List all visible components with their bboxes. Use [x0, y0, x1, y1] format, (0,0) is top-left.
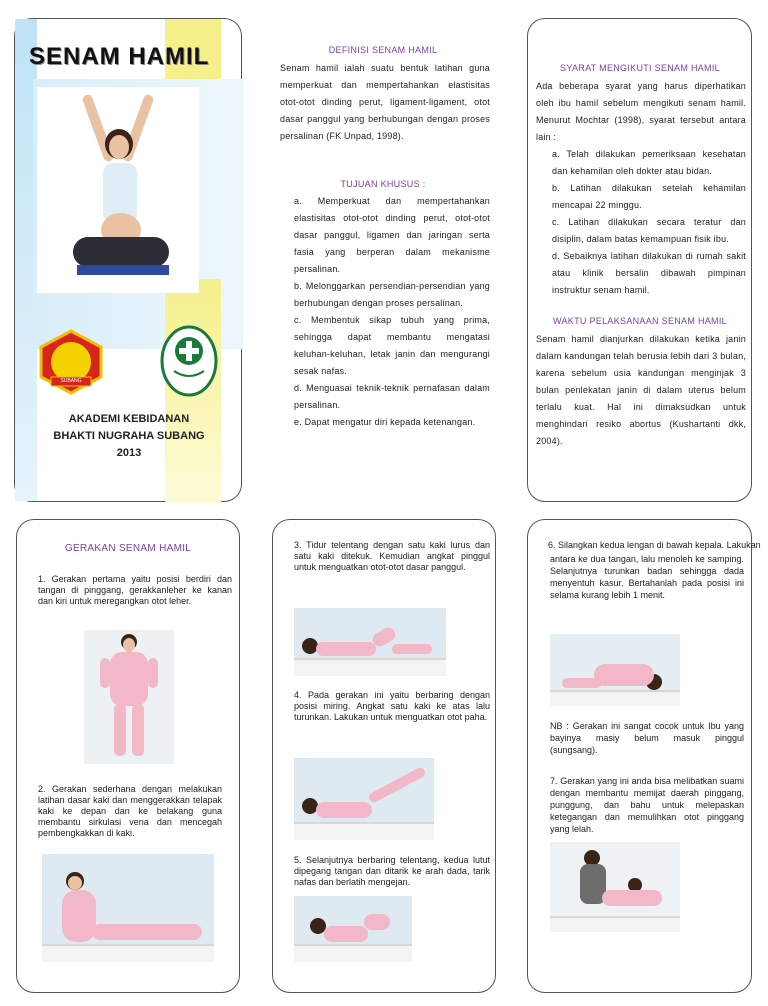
- step3-photo: [294, 608, 446, 674]
- step4-photo: [294, 758, 434, 838]
- gerakan-step6-overlap: 6. Silangkan kedua lengan di bawah kepala. Lakukan: [548, 540, 761, 550]
- gerakan-step1: 1. Gerakan pertama yaitu posisi berdiri dan tangan di pinggang, gerakkanleher ke kanan dan kiri untuk meregangkan otot leher.: [38, 574, 232, 606]
- step1-photo: [84, 630, 174, 764]
- syarat-item: b. Latihan dilakukan setelah kehamilan mencapai 22 minggu.: [552, 183, 746, 210]
- tujuan-heading: TUJUAN KHUSUS :: [340, 179, 426, 189]
- step6-photo: [550, 634, 680, 704]
- step2-photo: [42, 854, 214, 960]
- tujuan-item: d. Menguasai teknik-teknik pernafasan dalam persalinan.: [294, 383, 490, 410]
- gerakan-step5: 5. Selanjutnya berbaring telentang, kedua lutut dipegang tangan dan ditarik ke arah dada, tarik nafas dan berlatih mengejan.: [294, 855, 490, 887]
- syarat-item: d. Sebaiknya latihan dilakukan di rumah sakit atau klinik bersalin dibawah pimpinan instruktur senam hamil.: [552, 251, 746, 295]
- tujuan-item: b. Melonggarkan persendian-persendian yang berhubungan dengan proses persalinan.: [294, 281, 490, 308]
- gerakan-step4: 4. Pada gerakan ini yaitu berbaring dengan posisi miring. Angkat satu kaki ke atas lalu turunkan. Lakukan untuk menguatkan otot paha.: [294, 690, 490, 722]
- syarat-intro: Ada beberapa syarat yang harus diperhatikan oleh ibu hamil sebelum mengikuti senam hamil. Menurut Mochtar (1998), syarat tersebut antara lain :: [536, 81, 746, 142]
- gerakan-step7: 7. Gerakan yang ini anda bisa melibatkan suami dengan membantu memijat daerah pinggang, punggung, dan bahu untuk melepaskan ketegangan dan memulihkan otot pinggang yang lelah.: [550, 776, 744, 834]
- definisi-body: Senam hamil ialah suatu bentuk latihan guna memperkuat dan mempertahankan elastisitas otot-otot dinding perut, ligament-ligament, otot dasar panggul yang berhubungan dengan proses persalinan (FK Unpad, 1998).: [280, 63, 490, 141]
- definisi-heading: DEFINISI SENAM HAMIL: [328, 45, 438, 55]
- institution-line1: AKADEMI KEBIDANAN: [68, 413, 190, 425]
- gerakan-step3: 3. Tidur telentang dengan satu kaki lurus dan satu kaki ditekuk. Kemudian angkat pinggul untuk menguatkan otot-otot dasar panggul.: [294, 540, 490, 572]
- gerakan-step6: antara ke dua tangan, lalu menoleh ke samping. Selanjutnya turunkan badan sehingga dada menyentuh kasur. Bertahanlah pada posisi ini selama kurang lebih 1 menit.: [550, 554, 744, 600]
- institution-line2: BHAKTI NUGRAHA SUBANG: [53, 430, 205, 442]
- gerakan-heading: GERAKAN SENAM HAMIL: [64, 543, 192, 554]
- tujuan-item: c. Membentuk sikap tubuh yang prima, sehingga dapat membantu mengatasi keluhan-keluhan, letak janin dan mengurangi sesak nafas.: [294, 315, 490, 376]
- syarat-item: c. Latihan dilakukan secara teratur dan disiplin, dalam batas kemampuan fisik ibu.: [552, 217, 746, 244]
- tujuan-item: e. Dapat mengatur diri kepada ketenangan.: [294, 417, 476, 427]
- tujuan-item: a. Memperkuat dan mempertahankan elastisitas otot-otot dinding perut, otot-otot dasar panggul, ligamen dan jaringan serta fasia yang berperan dalam mekanisme persalinan.: [294, 196, 490, 274]
- cover-photo-pregnant-woman: [37, 87, 199, 293]
- year: 2013: [116, 447, 142, 459]
- waktu-heading: WAKTU PELAKSANAAN SENAM HAMIL: [553, 316, 727, 326]
- cover-title: SENAM HAMIL: [29, 43, 210, 70]
- syarat-item: a. Telah dilakukan pemeriksaan kesehatan dan kehamilan oleh dokter atau bidan.: [552, 149, 746, 176]
- step5-photo: [294, 896, 412, 960]
- gerakan-step2: 2. Gerakan sederhana dengan melakukan latihan dasar kaki dan menggerakkan telapak kaki ke depan dan ke belakang guna membantu sirkulasi vena dan mencegah pembengkakkan di kaki.: [38, 784, 222, 838]
- cover-panel: [14, 18, 242, 502]
- syarat-list: [536, 146, 746, 299]
- step7-photo: [550, 842, 680, 930]
- syarat-heading: SYARAT MENGIKUTI SENAM HAMIL: [560, 63, 720, 73]
- waktu-body: Senam hamil dianjurkan dilakukan ketika janin dalam kandungan telah berusia lebih dari 3 bulan, karena sebelum usia kandungan menginjak 3 bulan penlekatan janin di dalam uterus belum terlalu kuat. Hal ini dimaksudkan untuk menghindari resiko abortus (Kushartanti dkk, 2004).: [536, 334, 746, 446]
- bakti-husada-logo: [160, 325, 218, 397]
- gerakan-nb: NB : Gerakan ini sangat cocok untuk Ibu yang bayinya masiy belum masuk pinggul (sungsang).: [550, 721, 744, 755]
- akbid-logo-banner: SUBANG: [60, 378, 82, 384]
- akbid-logo: [37, 329, 105, 395]
- tujuan-list: [278, 193, 490, 431]
